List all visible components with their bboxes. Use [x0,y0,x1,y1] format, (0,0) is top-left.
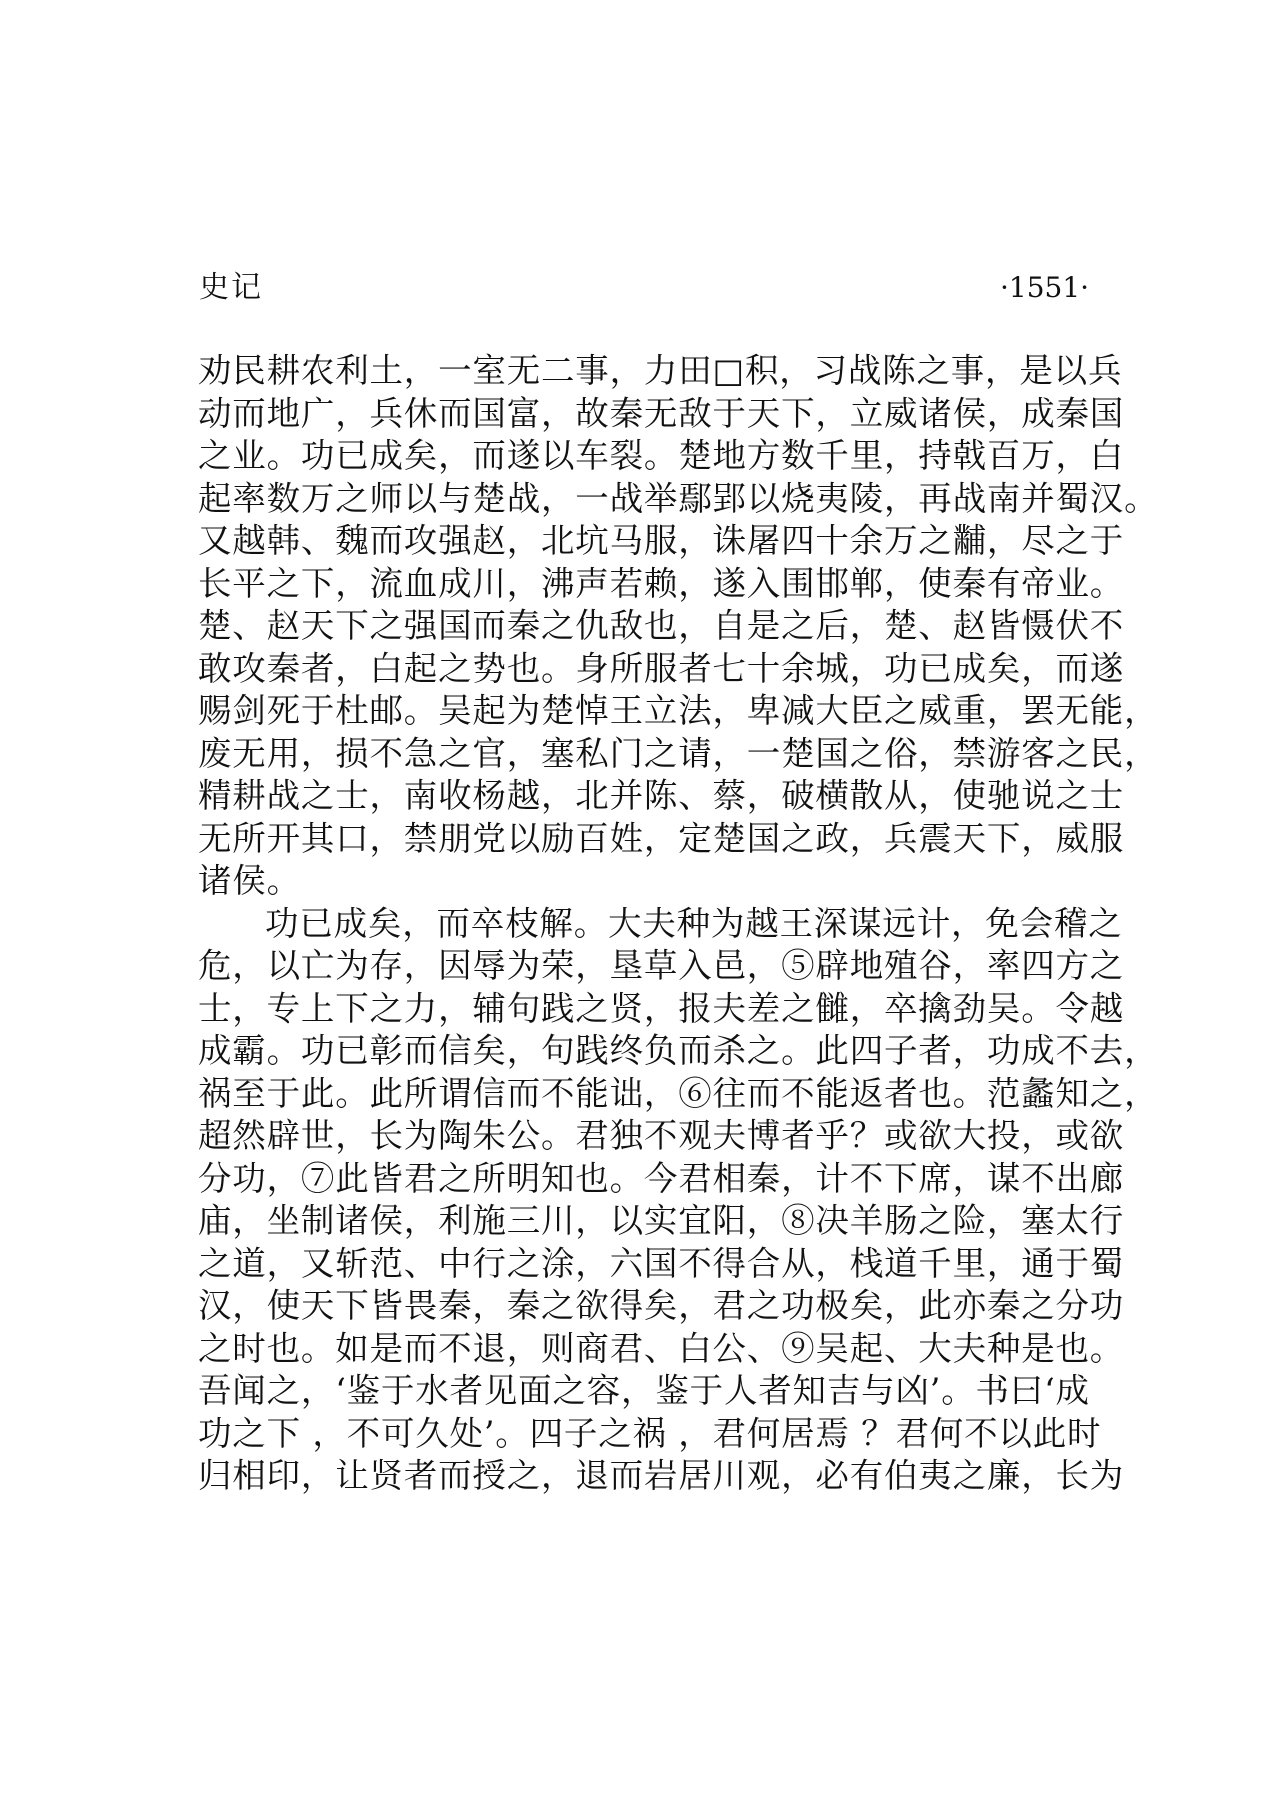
text-line: 之道，又斩范、中行之涂，六国不得合从，栈道千里，通于蜀 [198,1243,1125,1283]
text-line: 士，专上下之力，辅句践之贤，报夫差之雠，卒擒劲吴。令越 [198,988,1125,1028]
text-line: 功之下 ，不可久处’。四子之祸 ，君何居焉 ？君何不以此时 [198,1413,1102,1453]
text-line: 敢攻秦者，白起之势也。身所服者七十余城，功已成矣，而遂 [198,648,1125,688]
text-line: 精耕战之士，南收杨越，北并陈、蔡，破横散从，使驰说之士 [198,776,1125,815]
running-header-title: 史记 [199,270,263,305]
text-line: 劝民耕农利土，一室无二事，力田□积，习战陈之事，是以兵 [198,351,1123,390]
text-line: 动而地广，兵休而国富，故秦无敌于天下，立威诸侯，成秦国 [198,393,1125,433]
text-line: 长平之下，流血成川，沸声若赖，遂入围邯郸，使秦有帝业。 [198,563,1125,603]
text-line: 又越韩、魏而攻强赵，北坑马服，诛屠四十余万之黼，尽之于 [198,521,1125,560]
text-line: 废无用，损不急之官，塞私门之请，一楚国之俗，禁游客之民， [198,733,1159,773]
text-line: 汉，使天下皆畏秦，秦之欲得矣，君之功极矣，此亦秦之分功 [198,1286,1125,1325]
page-number: ·1551· [1000,271,1090,304]
text-line: 祸至于此。此所谓信而不能诎，⑥往而不能返者也。范蠡知之， [198,1073,1159,1113]
text-line: 起率数万之师以与楚战，一战举鄢郢以烧夷陵，再战南并蜀汉。 [198,478,1159,518]
text-line: 成霸。功已彰而信矣，句践终负而杀之。此四子者，功成不去， [198,1031,1159,1070]
text-line: 分功，⑦此皆君之所明知也。今君相秦，计不下席，谋不出廊 [198,1158,1125,1198]
text-line: 吾闻之，‘鉴于水者见面之容，鉴于人者知吉与凶’。书曰‘成 [198,1371,1090,1410]
text-line: 之业。功已成矣，而遂以车裂。楚地方数千里，持戟百万，白 [198,436,1125,475]
text-line: 危，以亡为存，因辱为荣，垦草入邑，⑤辟地殖谷，率四方之 [198,946,1125,985]
text-line: 庙，坐制诸侯，利施三川，以实宜阳，⑧决羊肠之险，塞太行 [198,1201,1125,1240]
body-text [198,350,1159,1498]
text-line: 诸侯。 [198,861,301,900]
text-line: 超然辟世，长为陶朱公。君独不观夫博者乎？或欲大投，或欲 [198,1116,1125,1155]
text-line: 归相印，让贤者而授之，退而岩居川观，必有伯夷之廉，长为 [198,1456,1125,1495]
text-line: 之时也。如是而不退，则商君、白公、⑨吴起、大夫种是也。 [198,1328,1125,1368]
text-line: 无所开其口，禁朋党以励百姓，定楚国之政，兵震天下，威服 [198,818,1125,858]
text-line: 楚、赵天下之强国而秦之仇敌也，自是之后，楚、赵皆慑伏不 [198,606,1125,645]
paragraph-first-line: 功已成矣，而卒枝解。大夫种为越王深谋远计，免会稽之 [265,903,1123,943]
text-line: 赐剑死于杜邮。吴起为楚悼王立法，卑减大臣之威重，罢无能， [198,691,1159,730]
